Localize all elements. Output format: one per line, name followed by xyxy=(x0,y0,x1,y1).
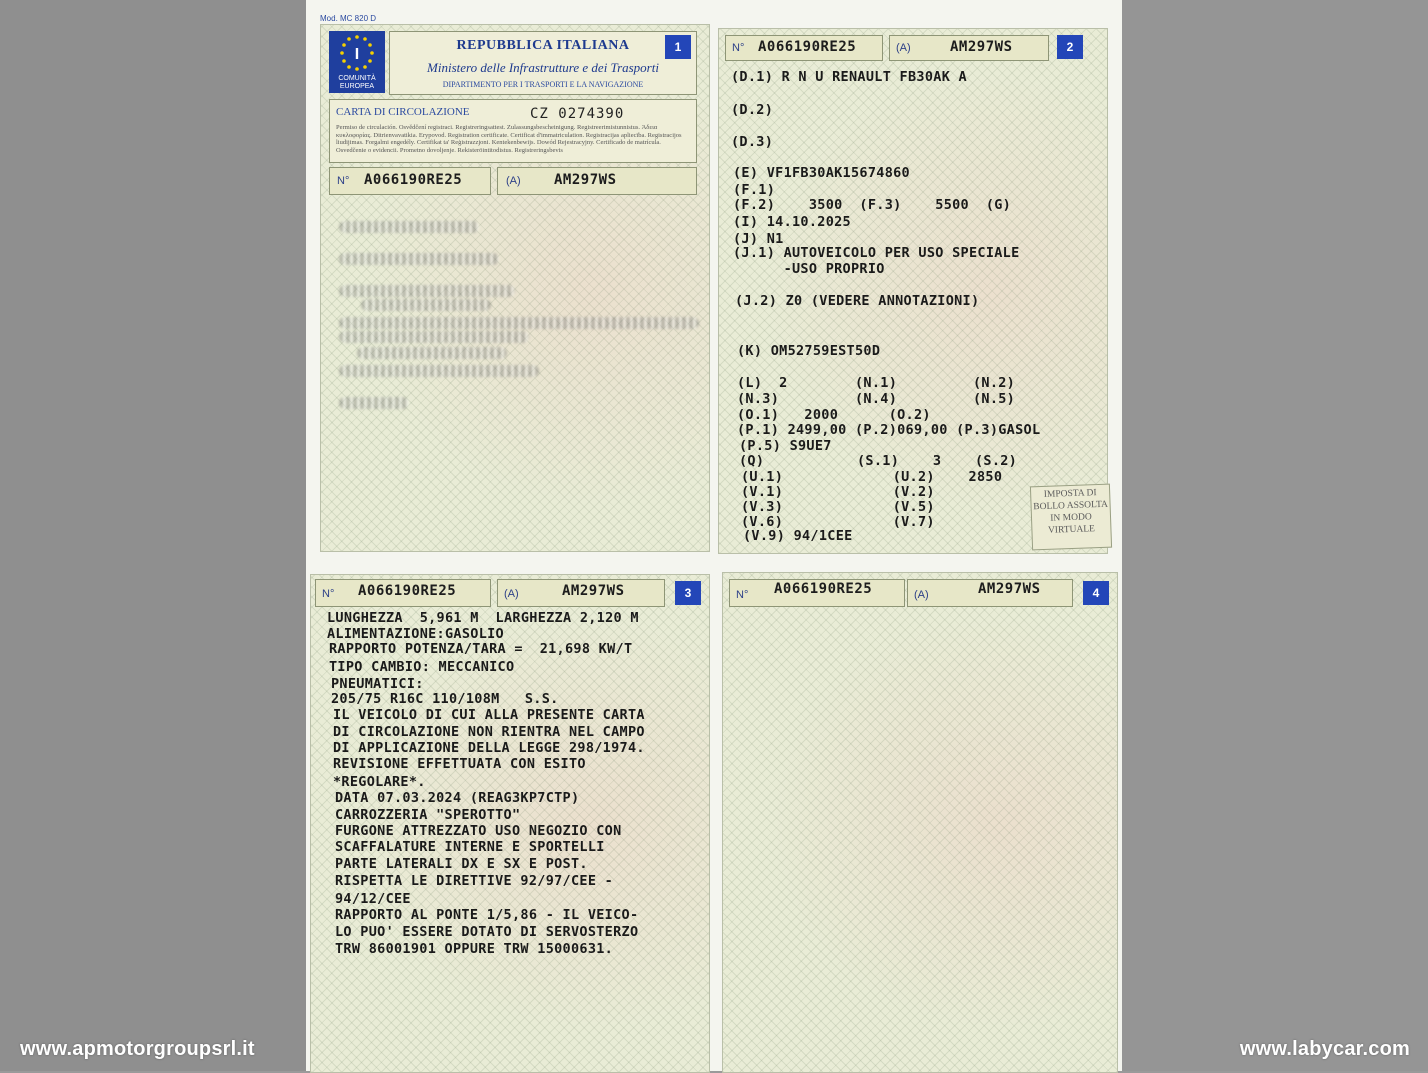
eu-label: COMUNITÀ EUROPEA xyxy=(338,75,376,90)
a-label: (A) xyxy=(506,175,521,187)
panel-2 xyxy=(718,28,1108,554)
annotation-line: PARTE LATERALI DX E SX E POST. xyxy=(335,856,588,872)
a-label: (A) xyxy=(504,588,519,600)
stamp-duty-box: IMPOSTA DI BOLLO ASSOLTA IN MODO VIRTUALE xyxy=(1030,484,1112,551)
watermark-left: www.apmotorgroupsrl.it xyxy=(20,1038,255,1060)
field-v3-v5: (V.3) (V.5) xyxy=(741,499,935,515)
field-d1: (D.1) R N U RENAULT FB30AK A xyxy=(731,69,967,85)
field-k: (K) OM52759EST50D xyxy=(737,343,881,359)
no-label: N° xyxy=(322,588,335,600)
left-background xyxy=(0,0,306,1071)
doc-number-box xyxy=(725,35,883,61)
annotation-line: FURGONE ATTREZZATO USO NEGOZIO CON xyxy=(335,823,622,839)
field-p: (P.1) 2499,00 (P.2)069,00 (P.3)GASOL xyxy=(737,422,1041,438)
panel-4 xyxy=(722,572,1118,1073)
panel-number-badge: 1 xyxy=(665,35,691,59)
field-v1-v2: (V.1) (V.2) xyxy=(741,484,935,500)
a-label: (A) xyxy=(896,42,911,54)
field-f1: (F.1) xyxy=(733,182,776,198)
panel-1 xyxy=(320,24,710,552)
annotation-line: CARROZZERIA "SPEROTTO" xyxy=(335,807,521,823)
a-label: (A) xyxy=(914,589,929,601)
panel-number-badge: 4 xyxy=(1083,581,1109,605)
annotation-line: *REGOLARE*. xyxy=(333,774,426,790)
eu-emblem xyxy=(329,31,385,93)
annotation-line: 205/75 R16C 110/108M S.S. xyxy=(331,691,559,707)
field-n3-n5: (N.3) (N.4) (N.5) xyxy=(737,391,1016,407)
doc-number-box xyxy=(729,579,905,607)
annotation-line: RAPPORTO AL PONTE 1/5,86 - IL VEICO- xyxy=(335,907,639,923)
republic-title: REPUBBLICA ITALIANA xyxy=(456,38,630,53)
carta-number: CZ 0274390 xyxy=(530,106,625,122)
plate-number: AM297WS xyxy=(978,581,1041,597)
annotation-line: DATA 07.03.2024 (REAG3KP7CTP) xyxy=(335,790,580,806)
carta-label: CARTA DI CIRCOLAZIONE xyxy=(336,106,470,118)
ministry-name: Ministero delle Infrastrutture e dei Trasporti xyxy=(427,60,659,75)
field-v9: (V.9) 94/1CEE xyxy=(743,528,853,544)
no-label: N° xyxy=(732,42,745,54)
doc-number-box xyxy=(315,579,491,607)
annotation-line: RISPETTA LE DIRETTIVE 92/97/CEE - xyxy=(335,873,614,889)
no-label: N° xyxy=(736,589,749,601)
annotation-line: DI CIRCOLAZIONE NON RIENTRA NEL CAMPO xyxy=(333,724,645,740)
department-name: DIPARTIMENTO PER I TRASPORTI E LA NAVIGAZIONE xyxy=(442,80,644,89)
field-p5: (P.5) S9UE7 xyxy=(739,438,832,454)
carta-translations: Permiso de circulación. Osvědčení registraci. Registreringsattest. Zulassungsbescheinigung. Registreerimistunnistus. Άδεια κυκλοφορίας. Ditrienvavatikia. Erypovod. Registration certificate. Certificat d'immatriculation. Registracijas apliecība. Registracijos liudijimas. Forgalmi engedély. Certifikat ta' Reģistrazzjoni. Kentekenbewijs. Dowód Rejestracyjny. Certificado de matrícula. Osvedčenie o evidencii. Prometno dovoljenje. Rekisteröintitodistus. Registreringsbevis xyxy=(336,124,682,154)
plate-number: AM297WS xyxy=(562,583,625,599)
field-j2: (J.2) Z0 (VEDERE ANNOTAZIONI) xyxy=(735,293,980,309)
doc-number: A066190RE25 xyxy=(364,172,463,188)
field-e: (E) VF1FB30AK15674860 xyxy=(733,165,910,181)
annotation-line: LO PUO' ESSERE DOTATO DI SERVOSTERZO xyxy=(335,924,639,940)
plate-number: AM297WS xyxy=(950,39,1013,55)
doc-number-box xyxy=(329,167,491,195)
carta-header xyxy=(329,99,697,163)
annotation-line: TIPO CAMBIO: MECCANICO xyxy=(329,659,515,675)
right-background xyxy=(1122,0,1428,1071)
field-j: (J) N1 xyxy=(733,231,784,247)
field-u: (U.1) (U.2) 2850 xyxy=(741,469,1003,485)
panel-3 xyxy=(310,574,710,1073)
annotation-line: PNEUMATICI: xyxy=(331,676,424,692)
plate-box xyxy=(497,579,665,607)
field-j1: (J.1) AUTOVEICOLO PER USO SPECIALE xyxy=(733,245,1020,261)
field-d2: (D.2) xyxy=(731,102,774,118)
panel-number-badge: 2 xyxy=(1057,35,1083,59)
annotation-line: IL VEICOLO DI CUI ALLA PRESENTE CARTA xyxy=(333,707,645,723)
registration-document xyxy=(306,0,1122,1071)
field-i: (I) 14.10.2025 xyxy=(733,214,851,230)
plate-box xyxy=(907,579,1073,607)
plate-box xyxy=(889,35,1049,61)
annotation-line: LUNGHEZZA 5,961 M LARGHEZZA 2,120 M xyxy=(327,610,639,626)
annotation-line: REVISIONE EFFETTUATA CON ESITO xyxy=(333,756,586,772)
annotation-line: RAPPORTO POTENZA/TARA = 21,698 KW/T xyxy=(329,641,633,657)
annotation-line: SCAFFALATURE INTERNE E SPORTELLI xyxy=(335,839,605,855)
field-q-s: (Q) (S.1) 3 (S.2) xyxy=(739,453,1018,469)
no-label: N° xyxy=(337,175,350,187)
field-j1-cont: -USO PROPRIO xyxy=(733,261,885,277)
svg-text:I: I xyxy=(354,46,360,63)
field-f2-f3-g: (F.2) 3500 (F.3) 5500 (G) xyxy=(733,197,1012,213)
doc-number: A066190RE25 xyxy=(774,581,873,597)
field-o: (O.1) 2000 (O.2) xyxy=(737,407,931,423)
field-l-n: (L) 2 (N.1) (N.2) xyxy=(737,375,1016,391)
plate-number: AM297WS xyxy=(554,172,617,188)
annotation-line: ALIMENTAZIONE:GASOLIO xyxy=(327,626,504,642)
republic-header xyxy=(389,31,697,95)
doc-number: A066190RE25 xyxy=(758,39,857,55)
annotation-line: DI APPLICAZIONE DELLA LEGGE 298/1974. xyxy=(333,740,645,756)
eu-stars-icon xyxy=(329,31,385,75)
field-v6-v7: (V.6) (V.7) xyxy=(741,514,935,530)
doc-number: A066190RE25 xyxy=(358,583,457,599)
annotation-line: 94/12/CEE xyxy=(335,891,411,907)
panel-number-badge: 3 xyxy=(675,581,701,605)
model-code: Mod. MC 820 D xyxy=(320,14,377,23)
plate-box xyxy=(497,167,697,195)
watermark-right: www.labycar.com xyxy=(1239,1038,1410,1060)
annotation-line: TRW 86001901 OPPURE TRW 15000631. xyxy=(335,941,614,957)
field-d3: (D.3) xyxy=(731,134,774,150)
